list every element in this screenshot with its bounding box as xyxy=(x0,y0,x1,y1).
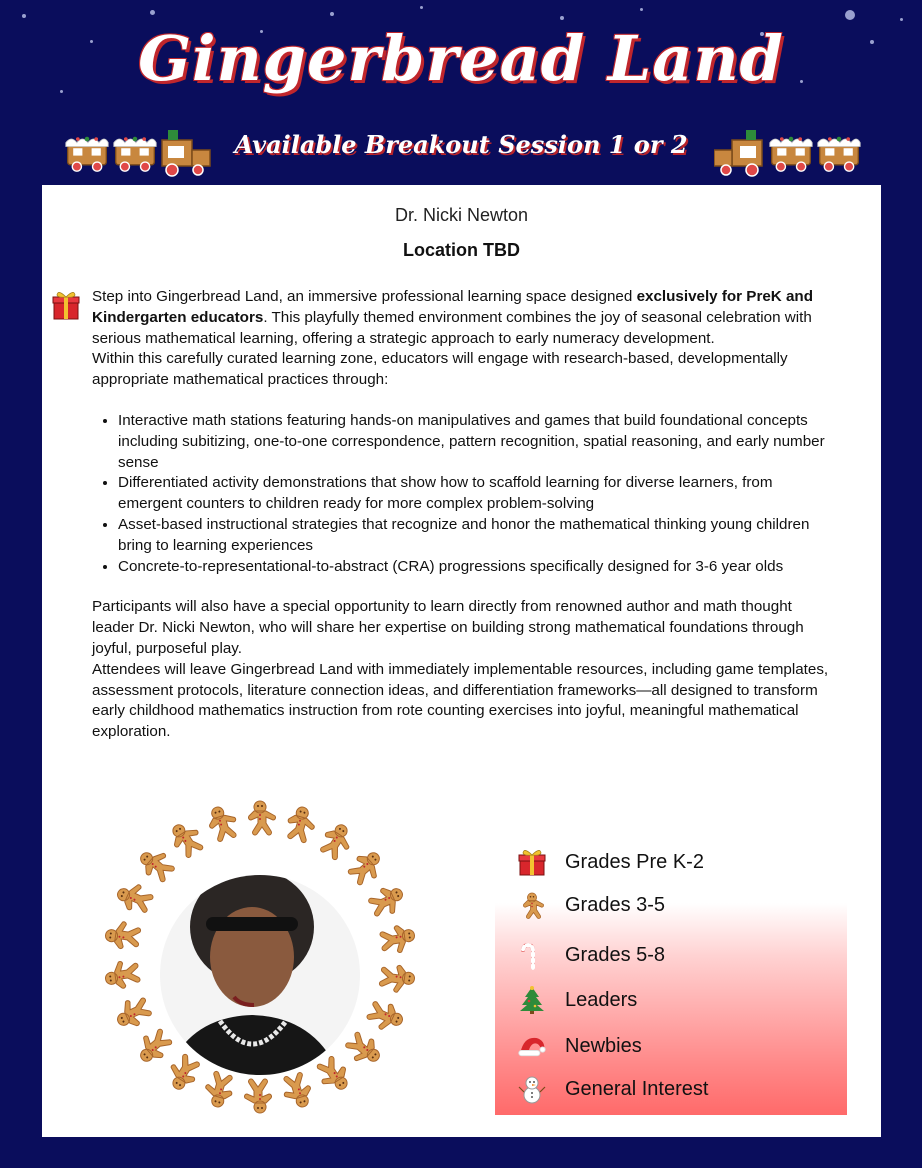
gingerbread-train-left-icon xyxy=(64,122,214,183)
gingerbread-man-icon xyxy=(245,1079,272,1113)
gingerbread-man-icon xyxy=(205,803,240,843)
practices-list xyxy=(92,411,832,577)
audience-emphasis: exclusively for PreK and Kindergarten educators xyxy=(92,288,813,326)
gingerbread-man-icon xyxy=(279,1071,314,1111)
audience-label: Grades 3-5 xyxy=(565,893,666,916)
session-location: Location TBD xyxy=(403,240,520,260)
gingerbread-man-icon xyxy=(135,843,178,886)
list-item: • Concrete-to-representational-to-abstract (CRA) progressions specifically designed for 3-6 year olds xyxy=(118,557,832,578)
participants-paragraph: Participants will also have a special opportunity to learn directly from renowned author and math thought leader Dr. Nicki Newton, who will share her expertise on building strong mathematical foundations through joyful, purposeful play. xyxy=(92,598,804,657)
christmas-tree-icon xyxy=(517,985,547,1015)
gingerbread-man-icon xyxy=(313,1053,354,1096)
intro-paragraph: Step into Gingerbread Land, an immersive professional learning space designed exclusively for PreK and Kindergarten educators. This playfully themed environment combines the joy of seasonal celebration with serious mathematical learning, offering a strategic approach to early numeracy development. xyxy=(92,288,813,347)
snowman-icon xyxy=(517,1074,547,1104)
list-item: • Interactive math stations featuring hands-on manipulatives and games that build foundational concepts including subitizing, one-to-one correspondence, pattern recognition, spatial reasoning, and early number sense xyxy=(118,411,832,473)
gingerbread-man-icon xyxy=(113,878,155,917)
session-description xyxy=(92,287,832,743)
gingerbread-man-icon xyxy=(201,1070,236,1110)
list-item: • Asset-based instructional strategies that recognize and honor the mathematical thinking young children bring to learning experiences xyxy=(118,515,832,557)
gingerbread-man-icon xyxy=(283,804,318,844)
session-card xyxy=(42,185,881,1137)
header-banner xyxy=(0,0,922,185)
candy-cane-icon xyxy=(517,940,547,970)
audience-item-grades-3-5 xyxy=(517,887,665,923)
gingerbread-man-icon xyxy=(316,820,357,863)
gingerbread-man-icon xyxy=(379,963,416,995)
gingerbread-man-icon xyxy=(249,801,276,835)
presenter-name: Dr. Nicki Newton xyxy=(394,205,529,225)
gingerbread-man-icon xyxy=(103,959,140,991)
page-subtitle: Available Breakout Session 1 or 2 xyxy=(234,130,688,159)
gingerbread-man-icon xyxy=(366,882,408,921)
audience-item-leaders xyxy=(517,982,637,1018)
audience-label: Leaders xyxy=(565,988,638,1011)
gingerbread-man-icon xyxy=(365,997,407,1036)
gingerbread-man-icon xyxy=(112,994,154,1033)
gingerbread-train-right-icon xyxy=(714,122,864,183)
page-title: Gingerbread Land xyxy=(138,22,784,95)
list-item: • Differentiated activity demonstrations that show how to scaffold learning for diverse learners, from emergent counters to children ready for more complex problem-solving xyxy=(118,473,832,515)
gingerbread-man-icon xyxy=(166,817,207,860)
santa-hat-icon xyxy=(517,1031,547,1061)
audience-item-general-interest xyxy=(517,1071,708,1107)
audience-item-grades-5-8 xyxy=(517,937,665,973)
within-paragraph: Within this carefully curated learning zone, educators will engage with research-based, developmentally appropriate mathematical practices through: xyxy=(92,350,788,389)
gift-icon xyxy=(517,847,547,877)
gingerbread-man-icon xyxy=(132,1025,175,1068)
attendees-paragraph: Attendees will leave Gingerbread Land with immediately implementable resources, including game templates, assessment protocols, literature connection ideas, and differentiation frameworks—all designed to transform early childhood mathematics instruction from rote counting exercises into joyful, meaningful mathematical exploration. xyxy=(92,660,829,741)
gingerbread-man-icon xyxy=(379,923,416,955)
gingerbread-man-icon xyxy=(517,890,547,920)
audience-item-newbies xyxy=(517,1028,642,1064)
gingerbread-man-icon xyxy=(342,1028,385,1071)
audience-item-grades-prek-2 xyxy=(517,844,704,880)
gingerbread-man-icon xyxy=(163,1051,204,1094)
audience-label: General Interest xyxy=(565,1077,709,1100)
gift-icon xyxy=(52,290,80,325)
audience-label: Grades 5-8 xyxy=(565,943,666,966)
audience-label: Newbies xyxy=(565,1034,642,1057)
gingerbread-man-icon xyxy=(104,919,141,951)
presenter-photo-frame xyxy=(102,797,422,1117)
audience-label: Grades Pre K-2 xyxy=(565,850,704,873)
gingerbread-man-icon xyxy=(345,846,388,889)
